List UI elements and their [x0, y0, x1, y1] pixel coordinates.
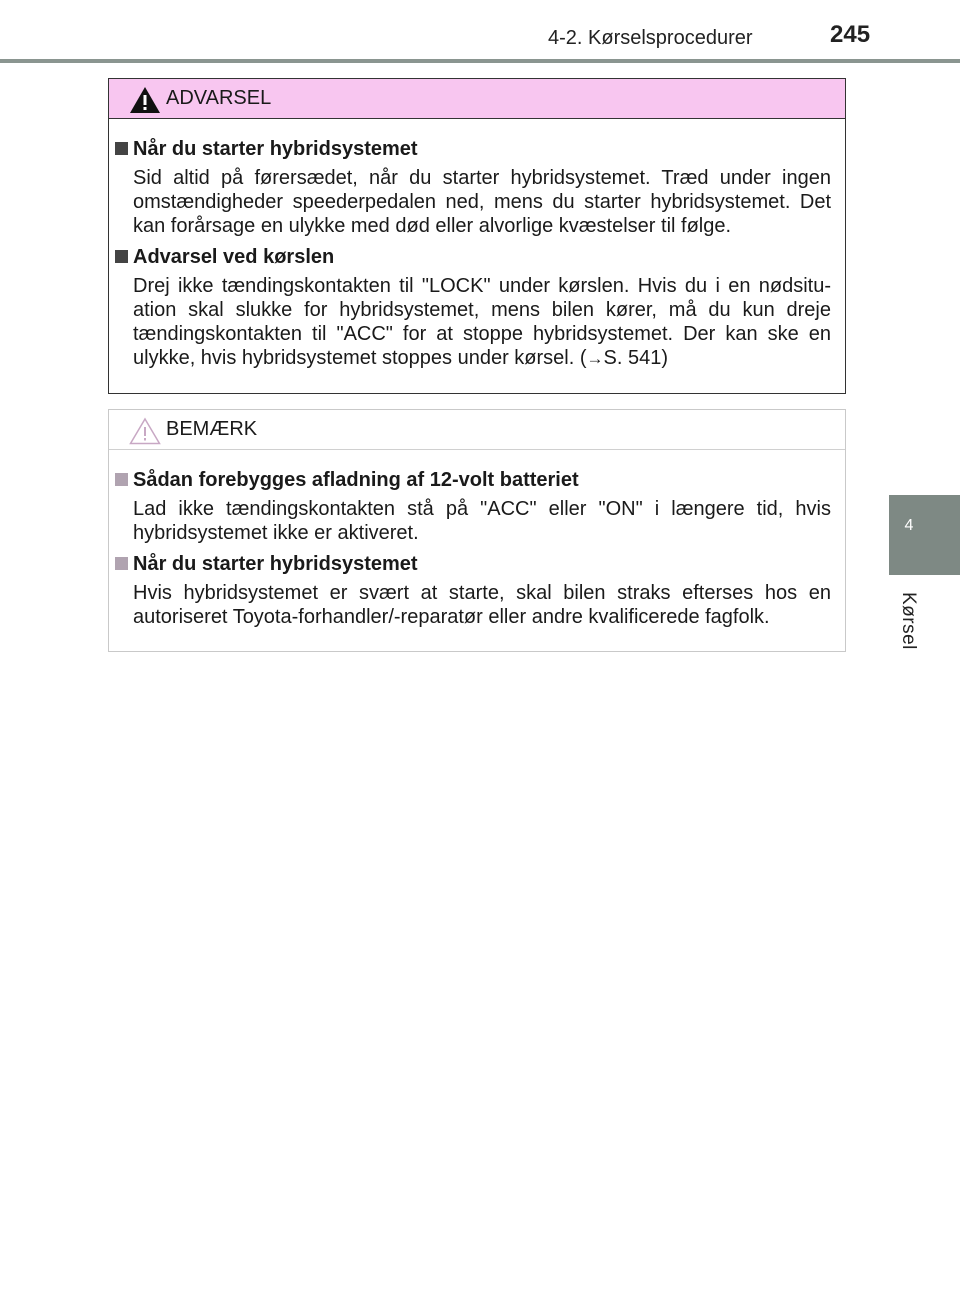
section-title: 4-2. Kørselsprocedurer	[548, 27, 753, 49]
notice-item	[115, 552, 831, 629]
square-bullet-icon	[115, 250, 128, 263]
warning-triangle-filled-icon	[129, 86, 161, 114]
notice-item-body: Hvis hybridsystemet er svært at starte, skal bilen straks efterses hos en autoriseret Toyota-forhandler/-reparatør eller andre kvalificerede fagfolk.	[133, 582, 831, 628]
warning-item	[115, 245, 831, 371]
chapter-number: 4	[904, 517, 914, 534]
notice-item-heading: Når du starter hybridsystemet	[115, 552, 831, 576]
square-bullet-icon	[115, 557, 128, 570]
square-bullet-icon	[115, 142, 128, 155]
warning-item	[115, 137, 831, 238]
warning-header	[109, 79, 845, 119]
notice-item	[115, 468, 831, 545]
arrow-right-icon: →	[586, 349, 604, 368]
notice-item-heading: Sådan forebygges afladning af 12-volt batteriet	[115, 468, 831, 492]
warning-item-body: Sid altid på førersædet, når du starter hybridsystemet. Træd under ingen omstændigheder speederpedalen ned, mens du starter hybridsystemet. Det kan forårsage en ulykke med død eller alvorlige kvæstelser til følge.	[133, 167, 831, 237]
notice-item-body: Lad ikke tændingskontakten stå på "ACC" eller "ON" i længere tid, hvis hybridsystemet ikke er aktiveret.	[133, 498, 831, 544]
warning-box	[108, 78, 846, 394]
notice-label: BEMÆRK	[166, 418, 258, 440]
square-bullet-icon	[115, 473, 128, 486]
page-number: 245	[830, 21, 871, 48]
warning-item-body: Drej ikke tændingskontakten til "LOCK" under kørslen. Hvis du i en nødsitu-ation skal slukke for hybridsystemet, mens bilen kører, må du kun dreje tændingskontakten til "ACC" for at stoppe hybridsystemet. Der kan ske en ulykke, hvis hybridsystemet stoppes under kørsel. (→S. 541)	[133, 275, 831, 369]
warning-item-heading: Advarsel ved kørslen	[115, 245, 831, 269]
page-reference[interactable]: S. 541)	[603, 347, 668, 369]
warning-triangle-outline-icon	[129, 417, 161, 445]
warning-item-heading: Når du starter hybridsystemet	[115, 137, 831, 161]
warning-label: ADVARSEL	[166, 87, 272, 109]
header-divider	[0, 59, 960, 63]
notice-header	[109, 410, 845, 450]
chapter-tab	[889, 495, 960, 575]
chapter-label: Kørsel	[898, 592, 919, 650]
notice-box	[108, 409, 846, 652]
